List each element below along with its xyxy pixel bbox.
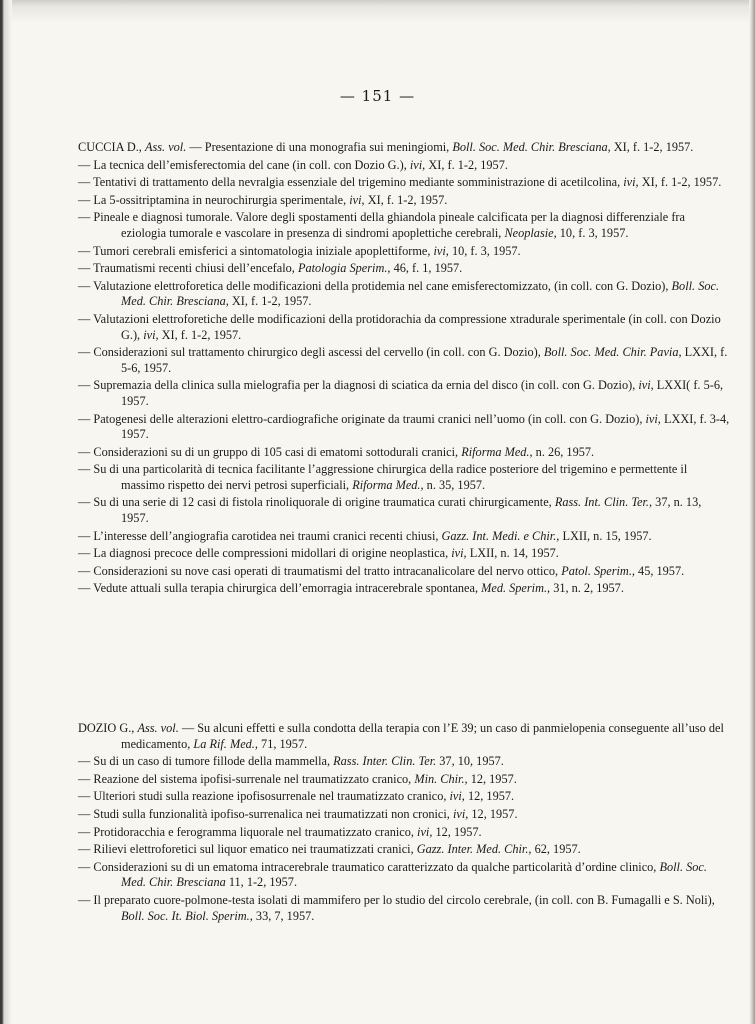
entry-text: — Supremazia della clinica sulla mielografia per la diagnosi di sciatica da ernia del disco (in coll. con G. Dozio), <box>78 378 636 393</box>
entry-journal: Med. Sperim., <box>481 581 551 596</box>
entry-text: — Tentativi di trattamento della nevralgia essenziale del trigemino mediante somministrazione di acetilcolina, <box>78 175 621 190</box>
bibliography-entry <box>78 564 732 580</box>
entry-text: — Pineale e diagnosi tumorale. Valore degli spostamenti della ghiandola pineale calcificata per la diagnosi differenziale fra eziologia tumorale e vascolare in presenza di sindromi apoplettiche cerebrali, <box>78 210 685 240</box>
entry-text: — Patogenesi delle alterazioni elettro-cardiografiche originate da traumi cranici nell’uomo (in coll. con G. Dozio), <box>78 411 643 426</box>
entry-journal: Riforma Med., <box>352 477 424 492</box>
entry-reference: LXXI, f. 5-6, 1957. <box>121 345 728 375</box>
entry-text: — Considerazioni sul trattamento chirurgico degli ascessi del cervello (in coll. con G. Dozio), <box>78 345 541 360</box>
bibliography-entry <box>78 345 732 376</box>
entry-reference: 31, n. 2, 1957. <box>553 581 624 596</box>
entry-reference: 71, 1957. <box>261 736 308 751</box>
bibliography-entry <box>78 244 732 260</box>
entry-text: — Considerazioni su di un gruppo di 105 casi di ematomi sottodurali cranici, <box>78 444 459 459</box>
entry-reference: LXXI, f. 3-4, 1957. <box>121 411 730 442</box>
entry-text: — L’interesse dell’angiografia carotidea nei traumi cranici recenti chiusi, <box>78 528 439 543</box>
entry-journal: ivi, <box>143 327 159 342</box>
entry-journal: ivi, <box>409 157 426 172</box>
entry-reference: XI, f. 1-2, 1957. <box>613 140 694 154</box>
bibliography-entry <box>78 210 732 241</box>
entry-text: — Su di un caso di tumore fillode della mammella, <box>78 754 331 769</box>
entry-text: — Reazione del sistema ipofisi-surrenale nel traumatizzato cranico, <box>78 771 412 786</box>
bibliography-entry <box>78 860 732 891</box>
entry-text: — La 5-ossitriptamina in neurochirurgia sperimentale, <box>78 192 347 207</box>
entry-text: — Valutazioni elettroforetiche delle modificazioni della protidorachia da compressione xtradurale sperimentale (in coll. con Dozio G.), <box>78 311 721 342</box>
page-right-edge <box>749 0 755 1024</box>
entry-reference: 46, f. 1, 1957. <box>393 261 463 276</box>
entry-reference: 37, 10, 1957. <box>439 754 504 769</box>
author-name: CUCCIA D., <box>78 140 142 154</box>
entry-text: — Studi sulla funzionalità ipofiso-surrenalica nei traumatizzati non cronici, <box>78 806 450 821</box>
entry-reference: LXXI( f. 5-6, 1957. <box>121 378 724 408</box>
entry-text: — Ulteriori studi sulla reazione ipofisosurrenale nel traumatizzato cranico, <box>78 789 447 804</box>
entry-reference: 12, 1957. <box>467 789 515 804</box>
entry-text: — Traumatismi recenti chiusi dell’encefalo, <box>78 261 295 276</box>
entry-journal: ivi, <box>452 806 469 821</box>
bibliography-entry <box>78 140 732 156</box>
bibliography-entry <box>78 462 732 493</box>
entry-journal: ivi, <box>349 192 365 207</box>
entry-journal: ivi, <box>623 175 639 190</box>
entry-journal: Boll. Soc. It. Biol. Sperim., <box>121 908 253 923</box>
entry-text: — Considerazioni su nove casi operati di traumatismi del tratto intracanalicolare del nervo ottico, <box>78 563 559 578</box>
bibliography-entry <box>78 807 732 823</box>
entry-journal: Boll. Soc. Med. Chir. Bresciana, <box>121 278 720 309</box>
entry-reference: 12, 1957. <box>471 806 518 821</box>
bibliography-entry <box>78 279 732 310</box>
bibliography-entry <box>78 825 732 841</box>
entry-reference: LXII, n. 14, 1957. <box>469 546 559 561</box>
entry-reference: n. 35, 1957. <box>426 477 486 492</box>
author-role: Ass. vol. <box>137 721 179 735</box>
bibliography-entry <box>78 312 732 343</box>
entry-text: — Rilievi elettroforetici sul liquor ematico nei traumatizzati cranici, <box>78 842 414 857</box>
entry-reference: 12, 1957. <box>470 771 517 786</box>
entry-text: — Considerazioni su di un ematoma intracerebrale traumatico caratterizzato da qualche particolarità d’ordine clinico, <box>78 859 657 874</box>
entry-reference: XI, f. 1-2, 1957. <box>367 192 448 207</box>
page-number: — 151 — <box>339 87 416 105</box>
author-name: DOZIO G., <box>78 721 135 735</box>
entry-journal: Boll. Soc. Med. Chir. Pavia, <box>543 345 682 360</box>
entry-journal: Gazz. Int. Medi. e Chir., <box>441 528 560 543</box>
entry-journal: ivi, <box>449 789 465 804</box>
entry-journal: La Rif. Med., <box>193 736 258 751</box>
bibliography-entry <box>78 158 732 174</box>
entry-reference: 10, f. 3, 1957. <box>559 225 629 240</box>
entry-text: — La diagnosi precoce delle compressioni midollari di origine neoplastica, <box>78 546 449 561</box>
bibliography-entry <box>78 378 732 409</box>
bibliography-entry <box>78 261 732 277</box>
entry-journal: ivi, <box>645 411 661 426</box>
entry-reference: 11, 1-2, 1957. <box>228 875 298 890</box>
bibliography-entry <box>78 772 732 788</box>
bibliography-entry <box>78 529 732 545</box>
entry-reference: LXII, n. 15, 1957. <box>562 528 652 543</box>
bibliography-entry <box>78 175 732 191</box>
entry-journal: Rass. Inter. Clin. Ter. <box>333 754 437 769</box>
entry-journal: Min. Chir., <box>414 771 468 786</box>
bibliography-entry <box>78 193 732 209</box>
bibliography-entry <box>78 893 732 924</box>
entry-text: — La tecnica dell’emisferectomia del cane (in coll. con Dozio G.), <box>78 157 407 172</box>
bibliography-entry <box>78 842 732 858</box>
entry-text: — Presentazione di una monografia sui meningiomi, <box>189 140 450 154</box>
entry-reference: 62, 1957. <box>534 842 581 857</box>
entry-text: — Su di una serie di 12 casi di fistola rinoliquorale di origine traumatica curati chirurgicamente, <box>78 495 552 510</box>
entry-text: — Protidoracchia e ferogramma liquorale nel traumatizzato cranico, <box>78 824 414 839</box>
page-top-edge <box>0 0 755 24</box>
entry-text: — Su di una particolarità di tecnica facilitante l’aggressione chirurgica della radice posteriore del trigemino e permettente il massimo rispetto dei nervi petrosi superficiali, <box>78 462 688 492</box>
bibliography-entry <box>78 495 732 526</box>
entry-reference: 45, 1957. <box>638 563 685 578</box>
entry-reference: XI, f. 1-2, 1957. <box>641 175 722 190</box>
bibliography-entry <box>78 546 732 562</box>
entry-text: — Vedute attuali sulla terapia chirurgica dell’emorragia intracerebrale spontanea, <box>78 581 479 596</box>
entry-journal: Boll. Soc. Med. Chir. Bresciana, <box>452 140 611 154</box>
entry-text: — Valutazione elettroforetica delle modificazioni della protidemia nel cane emisferectomizzato, (in coll. con G. Dozio), <box>78 278 669 293</box>
entry-text: — Su alcuni effetti e sulla condotta della terapia con l’E 39; un caso di panmielopenia conseguente all’uso del medicamento, <box>121 721 724 751</box>
entry-journal: Neoplasie, <box>504 225 557 240</box>
entry-reference: n. 26, 1957. <box>535 444 595 459</box>
entry-text: — Tumori cerebrali emisferici a sintomatologia iniziale apoplettiforme, <box>78 243 431 258</box>
entry-journal: Patologia Sperim., <box>297 261 391 276</box>
entry-journal: Riforma Med., <box>461 444 533 459</box>
entry-journal: ivi, <box>417 824 433 839</box>
entry-journal: Patol. Sperim., <box>561 563 635 578</box>
entry-reference: 33, 7, 1957. <box>255 908 315 923</box>
entry-reference: XI, f. 1-2, 1957. <box>428 157 508 172</box>
entry-journal: ivi, <box>451 546 467 561</box>
bibliography-entry <box>78 789 732 805</box>
entry-journal: Gazz. Inter. Med. Chir., <box>416 842 532 857</box>
entry-text: — Il preparato cuore-polmone-testa isolati di mammifero per lo studio del circolo cerebrale, (in coll. con B. Fumagalli e S. Noli), <box>78 892 715 907</box>
entry-journal: Boll. Soc. Med. Chir. Bresciana <box>121 859 707 890</box>
entry-journal: Rass. Int. Clin. Ter., <box>554 495 653 510</box>
page-left-binding <box>0 0 12 1024</box>
bibliography-entry <box>78 721 732 752</box>
bibliography-section-cuccia <box>78 140 732 599</box>
entry-reference: 37, n. 13, 1957. <box>121 495 702 526</box>
bibliography-entry <box>78 445 732 461</box>
entry-reference: 12, 1957. <box>435 824 482 839</box>
entry-journal: ivi, <box>638 378 654 393</box>
bibliography-entry <box>78 581 732 597</box>
bibliography-entry <box>78 412 732 443</box>
bibliography-section-dozio <box>78 721 732 926</box>
entry-journal: ivi, <box>433 243 449 258</box>
entry-reference: XI, f. 1-2, 1957. <box>161 327 242 342</box>
entry-reference: 10, f. 3, 1957. <box>451 243 521 258</box>
entry-reference: XI, f. 1-2, 1957. <box>231 294 312 309</box>
author-role: Ass. vol. <box>144 140 187 154</box>
bibliography-entry <box>78 754 732 770</box>
